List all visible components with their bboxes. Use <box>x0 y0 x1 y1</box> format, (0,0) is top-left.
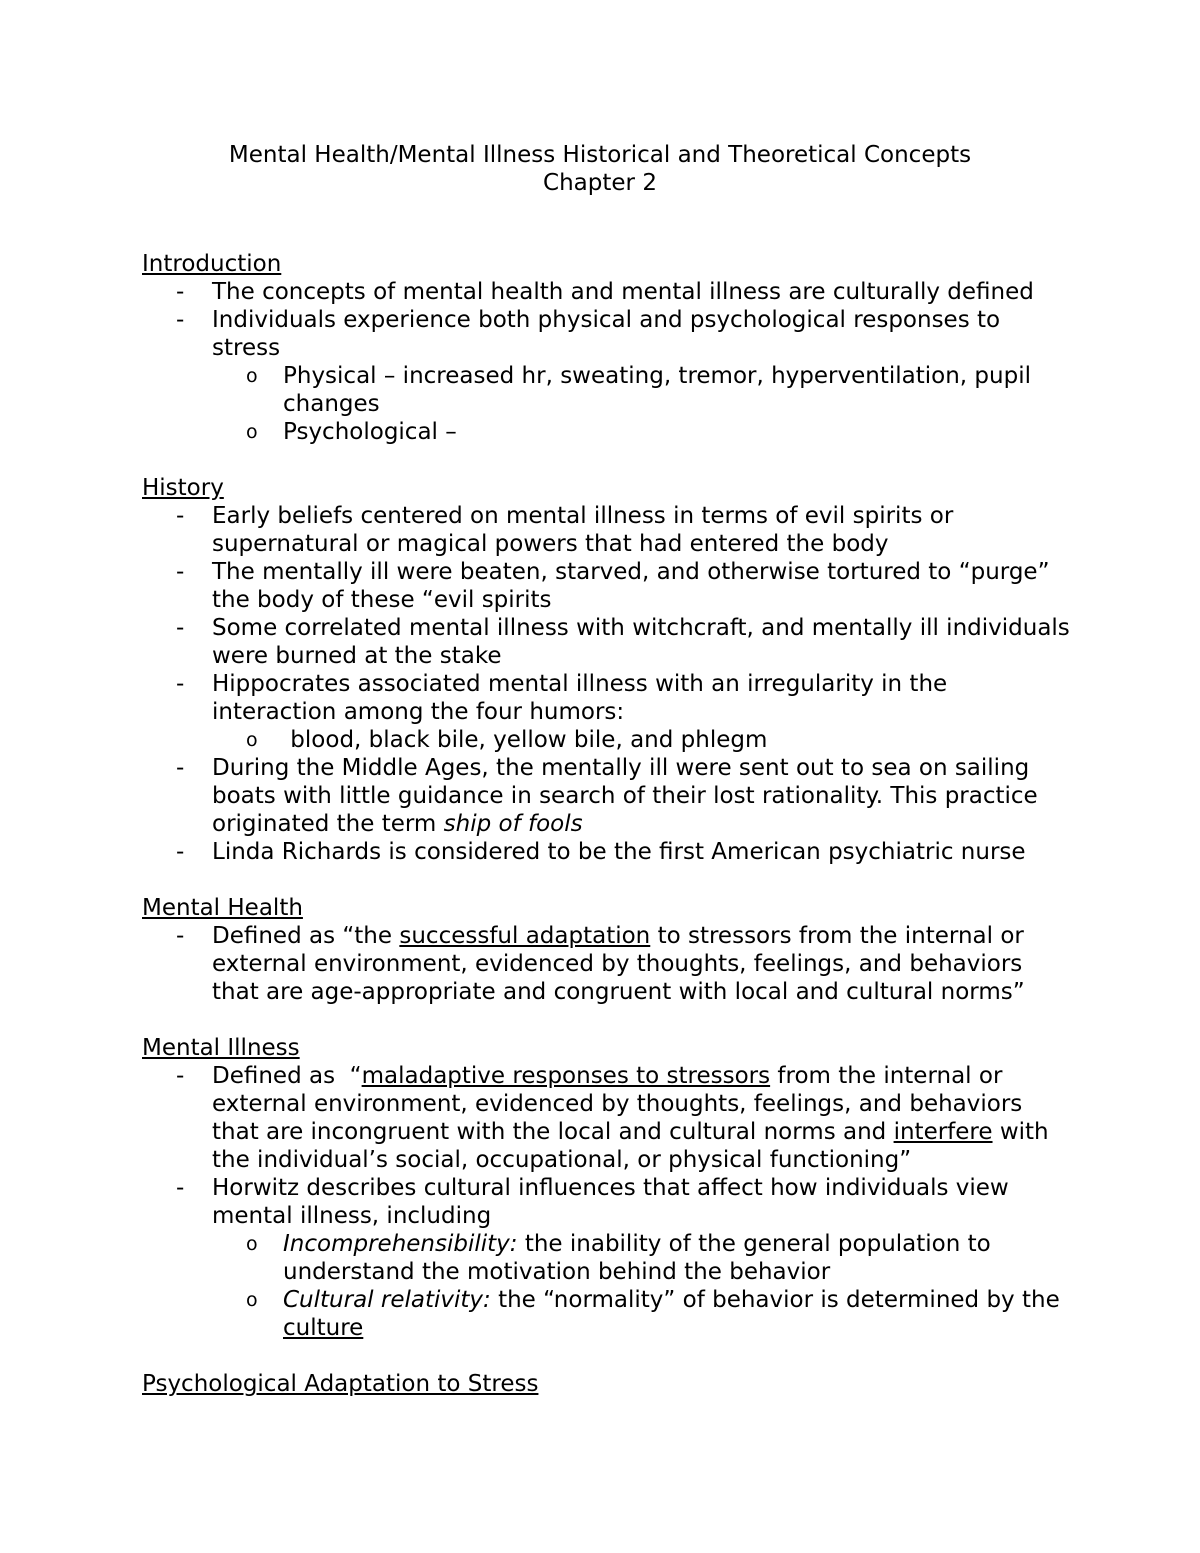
dash-marker: - <box>176 559 185 585</box>
circle-marker: o <box>246 1233 258 1255</box>
page-title: Mental Health/Mental Illness Historical and Theoretical Concepts <box>228 142 972 168</box>
section-mental-illness <box>142 1034 1072 1342</box>
dash-marker: - <box>176 755 185 781</box>
dash-marker: - <box>176 307 185 333</box>
dash-marker: - <box>176 671 185 697</box>
dash-marker: - <box>176 839 185 865</box>
circle-marker: o <box>246 1289 258 1311</box>
section-introduction <box>142 250 1072 446</box>
bullet-list <box>142 278 1072 362</box>
list-item: - Defined as “the successful adaptation to stressors from the internal or external environment, evidenced by thoughts, feelings, and behaviors that are age-appropriate and congruent with local and cultural norms” <box>176 923 1025 1005</box>
chapter-subtitle: Chapter 2 <box>543 170 657 196</box>
list-item: - Early beliefs centered on mental illness in terms of evil spirits or supernatural or magical powers that had entered the body <box>176 503 954 557</box>
list-item: - During the Middle Ages, the mentally ill were sent out to sea on sailing boats with little guidance in search of their lost rationality. This practice originated the term ship of fools <box>176 755 1038 837</box>
sub-list-item: o blood, black bile, yellow bile, and phlegm <box>246 727 768 753</box>
sub-list-item: o Incomprehensibility: the inability of the general population to understand the motivation behind the behavior <box>246 1231 991 1285</box>
section-heading: History <box>142 475 224 501</box>
ship-of-fools-term: ship of fools <box>443 811 583 837</box>
list-item: - Horwitz describes cultural influences that affect how individuals view mental illness, including <box>176 1175 1009 1229</box>
list-item: - The mentally ill were beaten, starved, and otherwise tortured to “purge” the body of these “evil spirits <box>176 559 1050 613</box>
section-history <box>142 474 1072 866</box>
section-mental-health <box>142 894 1072 1006</box>
dash-marker: - <box>176 923 185 949</box>
circle-marker: o <box>246 421 258 443</box>
bullet-list <box>142 754 1072 866</box>
sub-bullet-list <box>212 726 1072 754</box>
bullet-list <box>142 922 1072 1006</box>
dash-marker: - <box>176 1063 185 1089</box>
section-heading: Mental Illness <box>142 1035 300 1061</box>
list-item: - Defined as “maladaptive responses to stressors from the internal or external environment, evidenced by thoughts, feelings, and behaviors that are incongruent with the local and cultural norms and interfere with the individual’s social, occupational, or physical functioning” <box>176 1063 1049 1173</box>
list-item: - Some correlated mental illness with witchcraft, and mentally ill individuals were burned at the stake <box>176 615 1070 669</box>
underlined-phrase: maladaptive responses to stressors <box>361 1063 771 1089</box>
section-heading: Psychological Adaptation to Stress <box>142 1371 539 1397</box>
sub-list-item: o Cultural relativity: the “normality” of behavior is determined by the culture <box>246 1287 1060 1341</box>
italic-term: Cultural relativity: <box>283 1287 491 1313</box>
section-heading: Introduction <box>142 251 282 277</box>
list-item: - Linda Richards is considered to be the first American psychiatric nurse <box>176 839 1026 865</box>
section-heading: Mental Health <box>142 895 303 921</box>
dash-marker: - <box>176 1175 185 1201</box>
circle-marker: o <box>246 365 258 387</box>
list-item: - Hippocrates associated mental illness with an irregularity in the interaction among the four humors: <box>176 671 948 725</box>
dash-marker: - <box>176 279 185 305</box>
title-block <box>0 141 1200 197</box>
section-psychological-adaptation <box>142 1370 1072 1398</box>
list-item: - The concepts of mental health and mental illness are culturally defined <box>176 279 1034 305</box>
sub-list-item: o Psychological – <box>246 419 457 445</box>
circle-marker: o <box>246 729 258 751</box>
sub-list-item: o Physical – increased hr, sweating, tremor, hyperventilation, pupil changes <box>246 363 1031 417</box>
sub-bullet-list <box>212 1230 1072 1342</box>
italic-term: Incomprehensibility: <box>283 1231 518 1257</box>
list-item: - Individuals experience both physical and psychological responses to stress <box>176 307 1001 361</box>
dash-marker: - <box>176 503 185 529</box>
dash-marker: - <box>176 615 185 641</box>
underlined-phrase: interfere <box>893 1119 993 1145</box>
sub-bullet-list <box>212 362 1072 446</box>
bullet-list <box>142 1062 1072 1230</box>
bullet-list <box>142 502 1072 726</box>
underlined-phrase: successful adaptation <box>399 923 651 949</box>
notes-body <box>142 250 1072 1426</box>
underlined-phrase: culture <box>283 1315 364 1341</box>
